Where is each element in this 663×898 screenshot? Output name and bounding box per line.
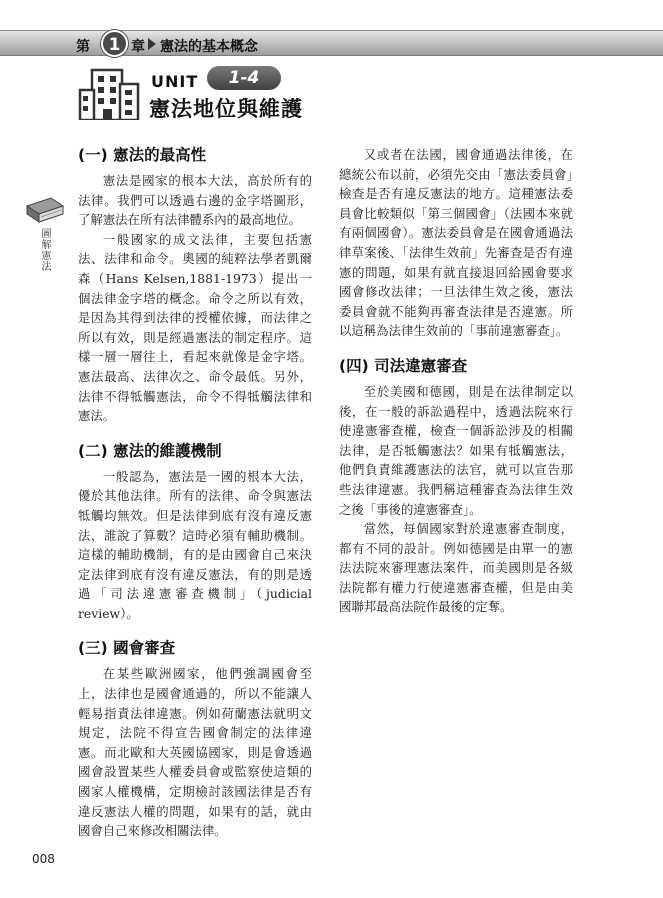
paragraph: 又或者在法國，國會通過法律後，在總統公布以前，必須先交由「憲法委員會」檢查是否有違反憲法的地方。這種憲法委員會比較類似「第三個國會」（法國本來就有兩個國會）。憲法委員會是在國會通過法律草案後、「法律生效前」先審查是否有違憲的問題，如果有就直接退回給國會要求國會修改法律；一旦法律生效之後，憲法委員會就不能夠再審查法律是否違憲。所以這稱為法律生效前的「事前違憲審查」。 [339, 147, 573, 339]
right-column [339, 145, 573, 617]
section-heading: (四) 司法違憲審查 [339, 356, 468, 375]
chapter-number-badge: 1 [101, 30, 128, 57]
section-heading: (三) 國會審查 [78, 639, 176, 658]
paragraph: 至於美國和德國，則是在法律制定以後，在一般的訴訟過程中，透過法院來行使違憲審查權，檢查一個訴訟涉及的相關法律，是否牴觸憲法？如果有牴觸憲法，他們負責維護憲法的法官，就可以宣告那些法律違憲。我們稱這種審查為法律生效之後「事後的違憲審查」。 [339, 383, 573, 517]
chapter-header-bar [0, 30, 663, 56]
book-icon [25, 196, 65, 224]
arrow-right-icon [148, 38, 156, 50]
paragraph: 憲法是國家的根本大法，高於所有的法律。我們可以透過右邊的金字塔圖形，了解憲法在所有法律體系內的最高地位。 [78, 173, 312, 228]
left-column [78, 145, 312, 841]
chapter-suffix: 章 [131, 39, 145, 55]
paragraph: 一般認為，憲法是一國的根本大法，優於其他法律。所有的法律、命令與憲法牴觸均無效。但是法律到底有沒有違反憲法，誰說了算數？這時必須有輔助機制。這樣的輔助機制，有的是由國會自己來決定法律到底有沒有違反憲法，有的則是透過「司法違憲審查機制」（judicial review）。 [78, 468, 312, 621]
unit-label: UNIT [151, 72, 199, 91]
unit-title: 憲法地位與維護 [149, 97, 303, 121]
paragraph: 一般國家的成文法律，主要包括憲法、法律和命令。奧國的純粹法學者凱爾森（Hans Kelsen,1881-1973）提出一個法律金字塔的概念。命令之所以有效，是因為其得到法律的授權依據，而法律之所以有效，則是經過憲法的制定程序。這樣一層一層往上，看起來就像是金字塔。憲法最高、法律次之、命令最低。另外，法律不得牴觸憲法，命令不得牴觸法律和憲法。 [78, 231, 312, 424]
side-tab-label: 圖解憲法 [39, 228, 50, 272]
building-icon [78, 68, 140, 120]
chapter-title: 憲法的基本概念 [160, 39, 258, 55]
page-number: 008 [32, 852, 55, 866]
paragraph: 當然，每個國家對於違憲審查制度，都有不同的設計。例如德國是由單一的憲法法院來審理憲法案件，而美國則是各級法院都有權力行使違憲審查權，但是由美國聯邦最高法院作最後的定奪。 [339, 521, 573, 615]
chapter-prefix: 第 [76, 39, 90, 55]
section-heading: (一) 憲法的最高性 [78, 146, 207, 164]
unit-number-badge: 1-4 [207, 66, 281, 90]
section-heading: (二) 憲法的維護機制 [78, 441, 222, 460]
paragraph: 在某些歐洲國家，他們強調國會至上，法律也是國會通過的，所以不能讓人輕易指責法律違憲。例如荷蘭憲法就明文規定，法院不得宣告國會制定的法律違憲。而北歐和大英國協國家，則是會透過國會設置某些人權委員會或監察使這類的國家人權機構，定期檢討該國法律是否有違反憲法人權的問題，如果有的話，就由國會自己來修改相關法律。 [78, 666, 312, 839]
